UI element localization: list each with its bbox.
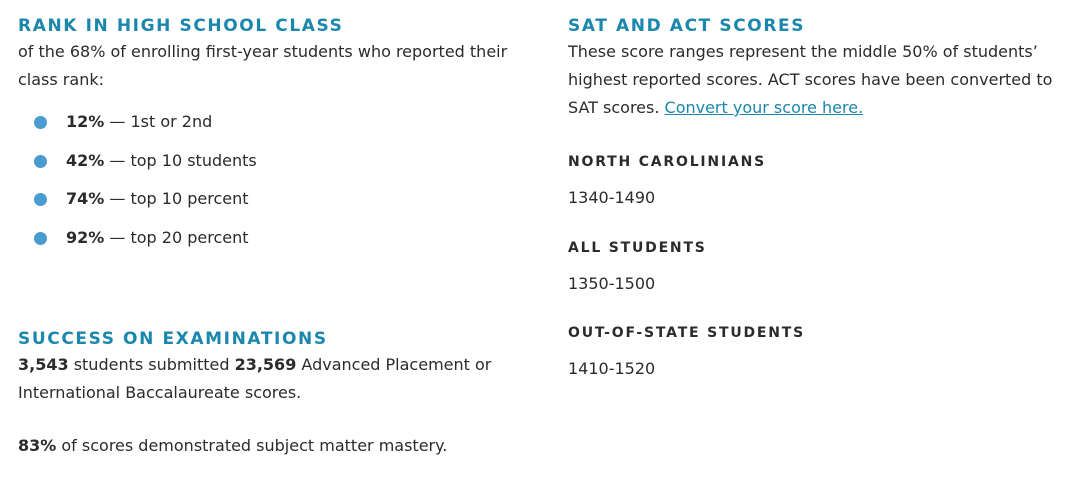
sat-line1: These score ranges represent the middle 50% of students’ xyxy=(568,42,1038,61)
sat-description xyxy=(568,38,1068,122)
left-column xyxy=(18,14,538,455)
rank-item-value: 42% xyxy=(66,150,105,170)
score-group-label: ALL STUDENTS xyxy=(568,240,707,256)
bullet-dot-icon xyxy=(34,232,47,245)
rank-item-label: — top 10 students xyxy=(104,150,257,170)
right-column xyxy=(568,14,1068,378)
rank-item xyxy=(18,151,538,190)
exams-text-b: Advanced Placement or xyxy=(296,355,492,374)
exams-heading: SUCCESS ON EXAMINATIONS xyxy=(18,329,328,349)
bullet-dot-icon xyxy=(34,155,47,168)
scores-count: 23,569 xyxy=(234,355,297,374)
rank-item xyxy=(18,112,538,151)
bullet-dot-icon xyxy=(34,193,47,206)
score-group-out-of-state xyxy=(568,323,805,380)
score-group-all xyxy=(568,238,707,295)
bullet-dot-icon xyxy=(34,116,47,129)
rank-intro-line2: class rank: xyxy=(18,70,104,89)
sat-line3: SAT scores. xyxy=(568,98,665,117)
students-count: 3,543 xyxy=(18,355,69,374)
mastery-text: of scores demonstrated subject matter mastery. xyxy=(56,436,448,455)
rank-heading: RANK IN HIGH SCHOOL CLASS xyxy=(18,16,344,36)
rank-item-value: 92% xyxy=(66,227,105,247)
sat-line2: highest reported scores. ACT scores have been converted to xyxy=(568,70,1053,89)
sat-heading: SAT AND ACT SCORES xyxy=(568,16,806,36)
rank-intro-line1: of the 68% of enrolling first-year students who reported their xyxy=(18,42,508,61)
score-group-label: OUT-OF-STATE STUDENTS xyxy=(568,325,806,341)
mastery-value: 83% xyxy=(18,436,57,455)
exams-summary xyxy=(18,351,538,407)
score-group-range: 1340-1490 xyxy=(568,188,656,207)
rank-list xyxy=(18,112,538,266)
sat-section xyxy=(568,14,1068,378)
rank-section xyxy=(18,14,538,266)
rank-item-label: — top 10 percent xyxy=(104,189,249,208)
rank-item-label: — top 20 percent xyxy=(104,227,249,247)
score-group-range: 1410-1520 xyxy=(568,359,656,378)
rank-item-value: 74% xyxy=(66,189,105,208)
exams-text-a: students submitted xyxy=(68,355,235,374)
rank-item xyxy=(18,228,538,267)
rank-item xyxy=(18,189,538,228)
rank-intro xyxy=(18,38,538,94)
score-group-nc xyxy=(568,152,766,209)
rank-item-label: — 1st or 2nd xyxy=(104,112,213,131)
score-group-range: 1350-1500 xyxy=(568,274,656,293)
mastery-statement xyxy=(18,432,538,460)
rank-item-value: 12% xyxy=(66,112,105,131)
score-group-label: NORTH CAROLINIANS xyxy=(568,154,766,170)
exams-section xyxy=(18,327,538,460)
convert-score-link[interactable]: Convert your score here. xyxy=(664,98,864,117)
exams-text-c: International Baccalaureate scores. xyxy=(18,383,302,402)
